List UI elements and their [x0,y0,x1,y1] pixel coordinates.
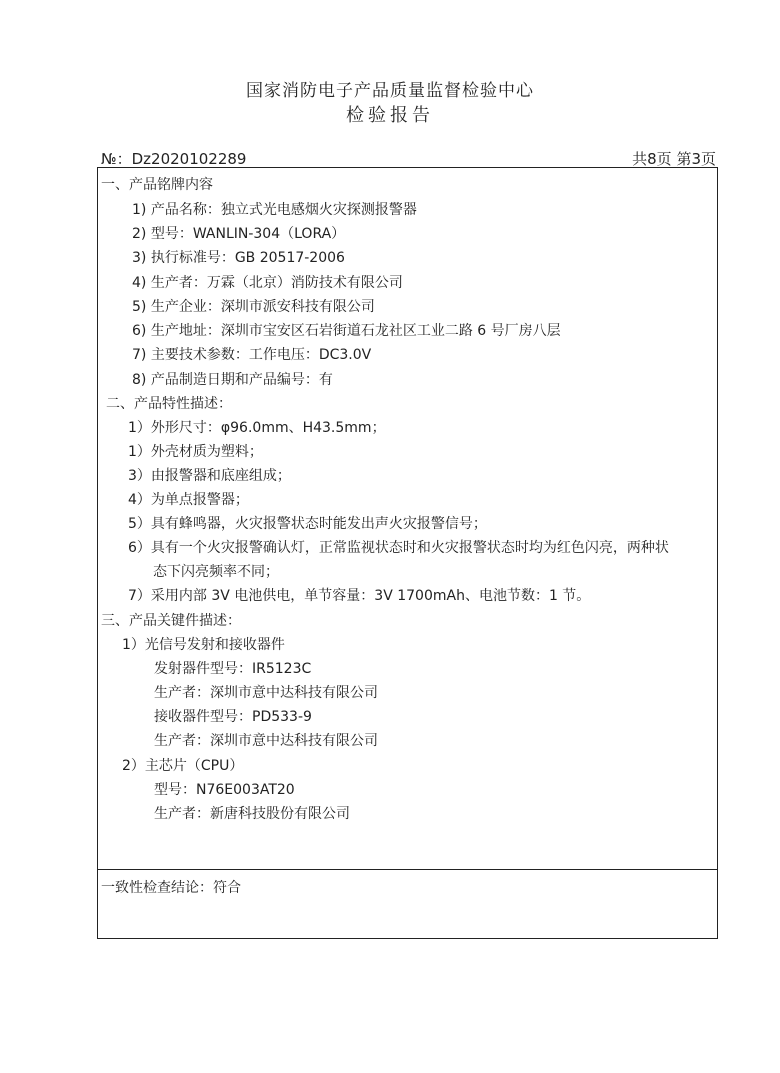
component-detail: 发射器件型号：IR5123C [154,661,312,677]
component-detail: 生产者：新唐科技股份有限公司 [154,806,350,822]
nameplate-item: 7) 主要技术参数：工作电压：DC3.0V [132,347,372,363]
feature-item: 3）由报警器和底座组成； [128,468,291,484]
feature-item: 5）具有蜂鸣器，火灾报警状态时能发出声火灾报警信号； [128,516,487,532]
feature-item: 1）外壳材质为塑料； [128,444,263,460]
component-group-title: 2）主芯片（CPU） [122,758,244,774]
nameplate-item: 1) 产品名称：独立式光电感烟火灾探测报警器 [132,202,417,218]
conclusion-divider [98,869,717,870]
org-title: 国家消防电子产品质量监督检验中心 [246,81,534,101]
feature-item: 4）为单点报警器； [128,492,249,508]
nameplate-item: 5) 生产企业：深圳市派安科技有限公司 [132,299,375,315]
nameplate-item: 8) 产品制造日期和产品编号：有 [132,372,333,388]
feature-item: 6）具有一个火灾报警确认灯，正常监视状态时和火灾报警状态时均为红色闪亮，两种状 [128,540,669,556]
nameplate-item: 2) 型号：WANLIN-304（LORA） [132,226,346,242]
component-detail: 型号：N76E003AT20 [154,782,295,798]
feature-item: 7）采用内部 3V 电池供电，单节容量：3V 1700mAh、电池节数：1 节。 [128,588,591,604]
report-number: №：Dz2020102289 [101,150,247,168]
component-detail: 接收器件型号：PD533-9 [154,709,312,725]
nameplate-item: 3) 执行标准号：GB 20517-2006 [132,250,345,266]
component-detail: 生产者：深圳市意中达科技有限公司 [154,733,378,749]
feature-item: 1）外形尺寸：φ96.0mm、H43.5mm； [128,420,386,436]
section-heading-nameplate: 一、产品铭牌内容 [101,177,213,193]
section-heading-components: 三、产品关键件描述： [101,613,241,629]
nameplate-item: 4) 生产者：万霖（北京）消防技术有限公司 [132,275,403,291]
nameplate-item: 6) 生产地址：深圳市宝安区石岩街道石龙社区工业二路 6 号厂房八层 [132,323,561,339]
conclusion-text: 一致性检查结论：符合 [101,880,241,896]
feature-item-continuation: 态下闪亮频率不同； [153,564,279,580]
component-detail: 生产者：深圳市意中达科技有限公司 [154,685,378,701]
section-heading-features: 二、产品特性描述： [106,396,232,412]
page-indicator: 共8页 第3页 [632,150,716,168]
report-title: 检验报告 [346,105,434,126]
report-table [97,167,718,939]
component-group-title: 1）光信号发射和接收器件 [122,637,285,653]
